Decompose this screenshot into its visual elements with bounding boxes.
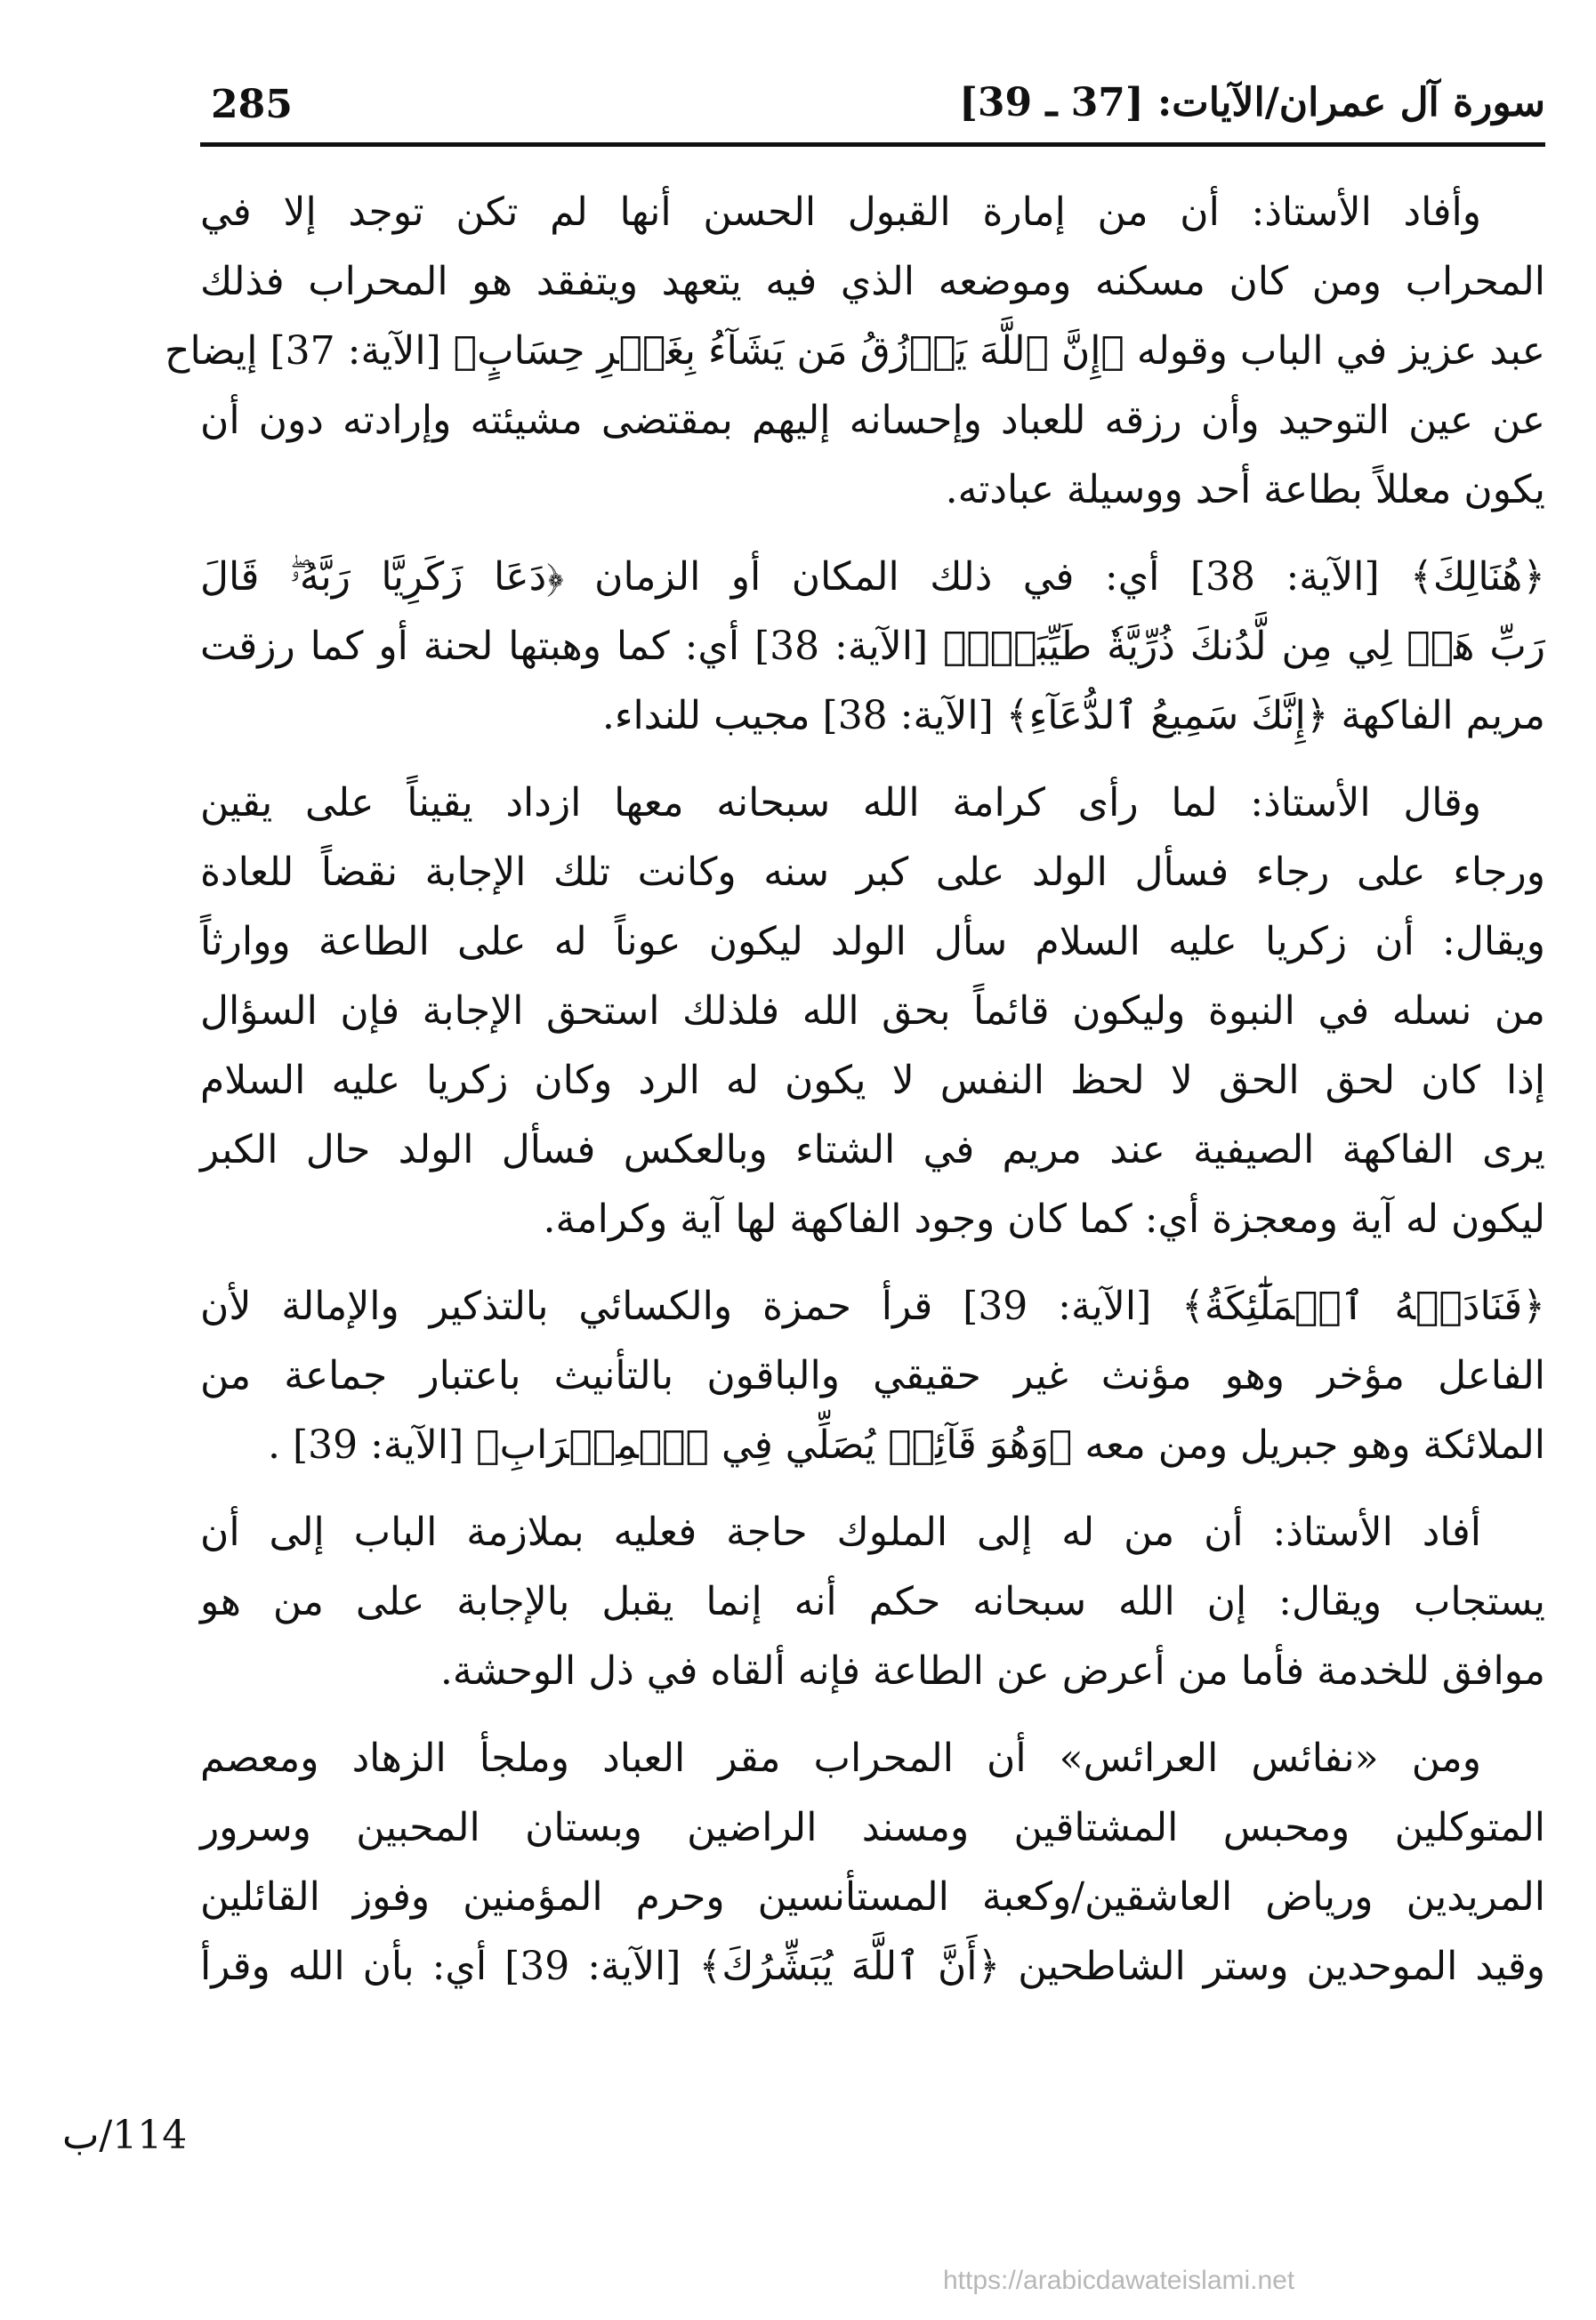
text-line: رَبِّ هَبۡ لِي مِن لَّدُنكَ ذُرِّيَّةٗ طَيِّبَةًۖ﴾ [الآية: 38] أي: كما وهبتها لحنة أو كما رزقت <box>200 624 1546 669</box>
text-line: ومن «نفائس العرائس» أن المحراب مقر العباد وملجأ الزهاد ومعصم <box>200 1736 1481 1781</box>
text-line: ويقال: أن زكريا عليه السلام سأل الولد ليكون عوناً له على الطاعة ووارثاً <box>200 919 1545 964</box>
page-header <box>200 71 1545 147</box>
text-line: ﴿فَنَادَتۡهُ ٱلۡمَلَٰٓئِكَةُ﴾ [الآية: 39] قرأ حمزة والكسائي بالتذكير والإمالة لأن <box>200 1284 1545 1329</box>
text-line: من نسله في النبوة وليكون قائماً بحق الله فلذلك استحق الإجابة فإن السؤال <box>200 988 1545 1034</box>
paragraph <box>200 543 1545 751</box>
paragraph <box>200 1724 1545 2002</box>
text-line: وقال الأستاذ: لما رأى كرامة الله سبحانه معها ازداد يقيناً على يقين <box>200 780 1481 826</box>
text-line: موافق للخدمة فأما من أعرض عن الطاعة فإنه ألقاه في ذل الوحشة. <box>439 1648 1545 1694</box>
text-line: يستجاب ويقال: إن الله سبحانه حكم أنه إنما يقبل بالإجابة على من هو <box>200 1579 1545 1624</box>
text-line: المتوكلين ومحبس المشتاقين ومسند الراضين وبستان المحبين وسرور <box>200 1805 1545 1850</box>
text-line: ورجاء على رجاء فسأل الولد على كبر سنه وكانت تلك الإجابة نقضاً للعادة <box>200 850 1545 895</box>
text-line: وقيد الموحدين وستر الشاطحين ﴿أَنَّ ٱللَّهَ يُبَشِّرُكَ﴾ [الآية: 39] أي: بأن الله وقرأ <box>200 1944 1545 1989</box>
paragraph <box>200 1272 1545 1480</box>
text-line: أفاد الأستاذ: أن من له إلى الملوك حاجة فعليه بملازمة الباب إلى أن <box>200 1510 1481 1555</box>
body-text <box>165 178 1546 2019</box>
running-title: سورة آل عمران/الآيات: [37 ـ 39] <box>959 80 1545 125</box>
paragraph <box>200 1498 1545 1706</box>
watermark-url: https://arabicdawateislami.net <box>943 2266 1295 2295</box>
text-line: عبد عزيز في الباب وقوله ﴿إِنَّ ٱللَّهَ يَرۡزُقُ مَن يَشَآءُ بِغَيۡرِ حِسَابٍ﴾ [الآية: 37] إيضاح <box>165 328 1545 374</box>
text-line: ﴿هُنَالِكَ﴾ [الآية: 38] أي: في ذلك المكان أو الزمان ﴿دَعَا زَكَرِيَّا رَبَّهُۥۖ قَالَ <box>200 554 1545 600</box>
paragraph <box>200 769 1545 1254</box>
page-number: 285 <box>211 82 293 127</box>
text-line: يرى الفاكهة الصيفية عند مريم في الشتاء وبالعكس فسأل الولد حال الكبر <box>200 1127 1545 1172</box>
text-line: وأفاد الأستاذ: أن من إمارة القبول الحسن أنها لم تكن توجد إلا في <box>200 189 1481 235</box>
paragraph <box>165 178 1545 525</box>
text-line: عن عين التوحيد وأن رزقه للعباد وإحسانه إليهم بمقتضى مشيئته وإرادته دون أن <box>200 398 1545 443</box>
text-line: المحراب ومن كان مسكنه وموضعه الذي فيه يتعهد ويتفقد هو المحراب فذلك <box>200 259 1545 304</box>
text-line: يكون معللاً بطاعة أحد ووسيلة عبادته. <box>945 467 1545 512</box>
text-line: مريم الفاكهة ﴿إِنَّكَ سَمِيعُ ٱلدُّعَآءِ﴾ [الآية: 38] مجيب للنداء. <box>601 693 1545 738</box>
text-line: ليكون له آية ومعجزة أي: كما كان وجود الفاكهة لها آية وكرامة. <box>543 1196 1545 1242</box>
text-line: المريدين ورياض العاشقين/وكعبة المستأنسين وحرم المؤمنين وفوز القائلين <box>200 1874 1545 1920</box>
folio-margin-note: 114/ب <box>62 2113 188 2158</box>
text-line: إذا كان لحق الحق لا لحظ النفس لا يكون له الرد وكان زكريا عليه السلام <box>200 1058 1545 1103</box>
text-line: الملائكة وهو جبريل ومن معه ﴿وَهُوَ قَآئِمٞ يُصَلِّي فِي ٱلۡمِحۡرَابِ﴾ [الآية: 39] . <box>267 1422 1545 1468</box>
text-line: الفاعل مؤخر وهو مؤنث غير حقيقي والباقون بالتأنيث باعتبار جماعة من <box>200 1353 1545 1398</box>
